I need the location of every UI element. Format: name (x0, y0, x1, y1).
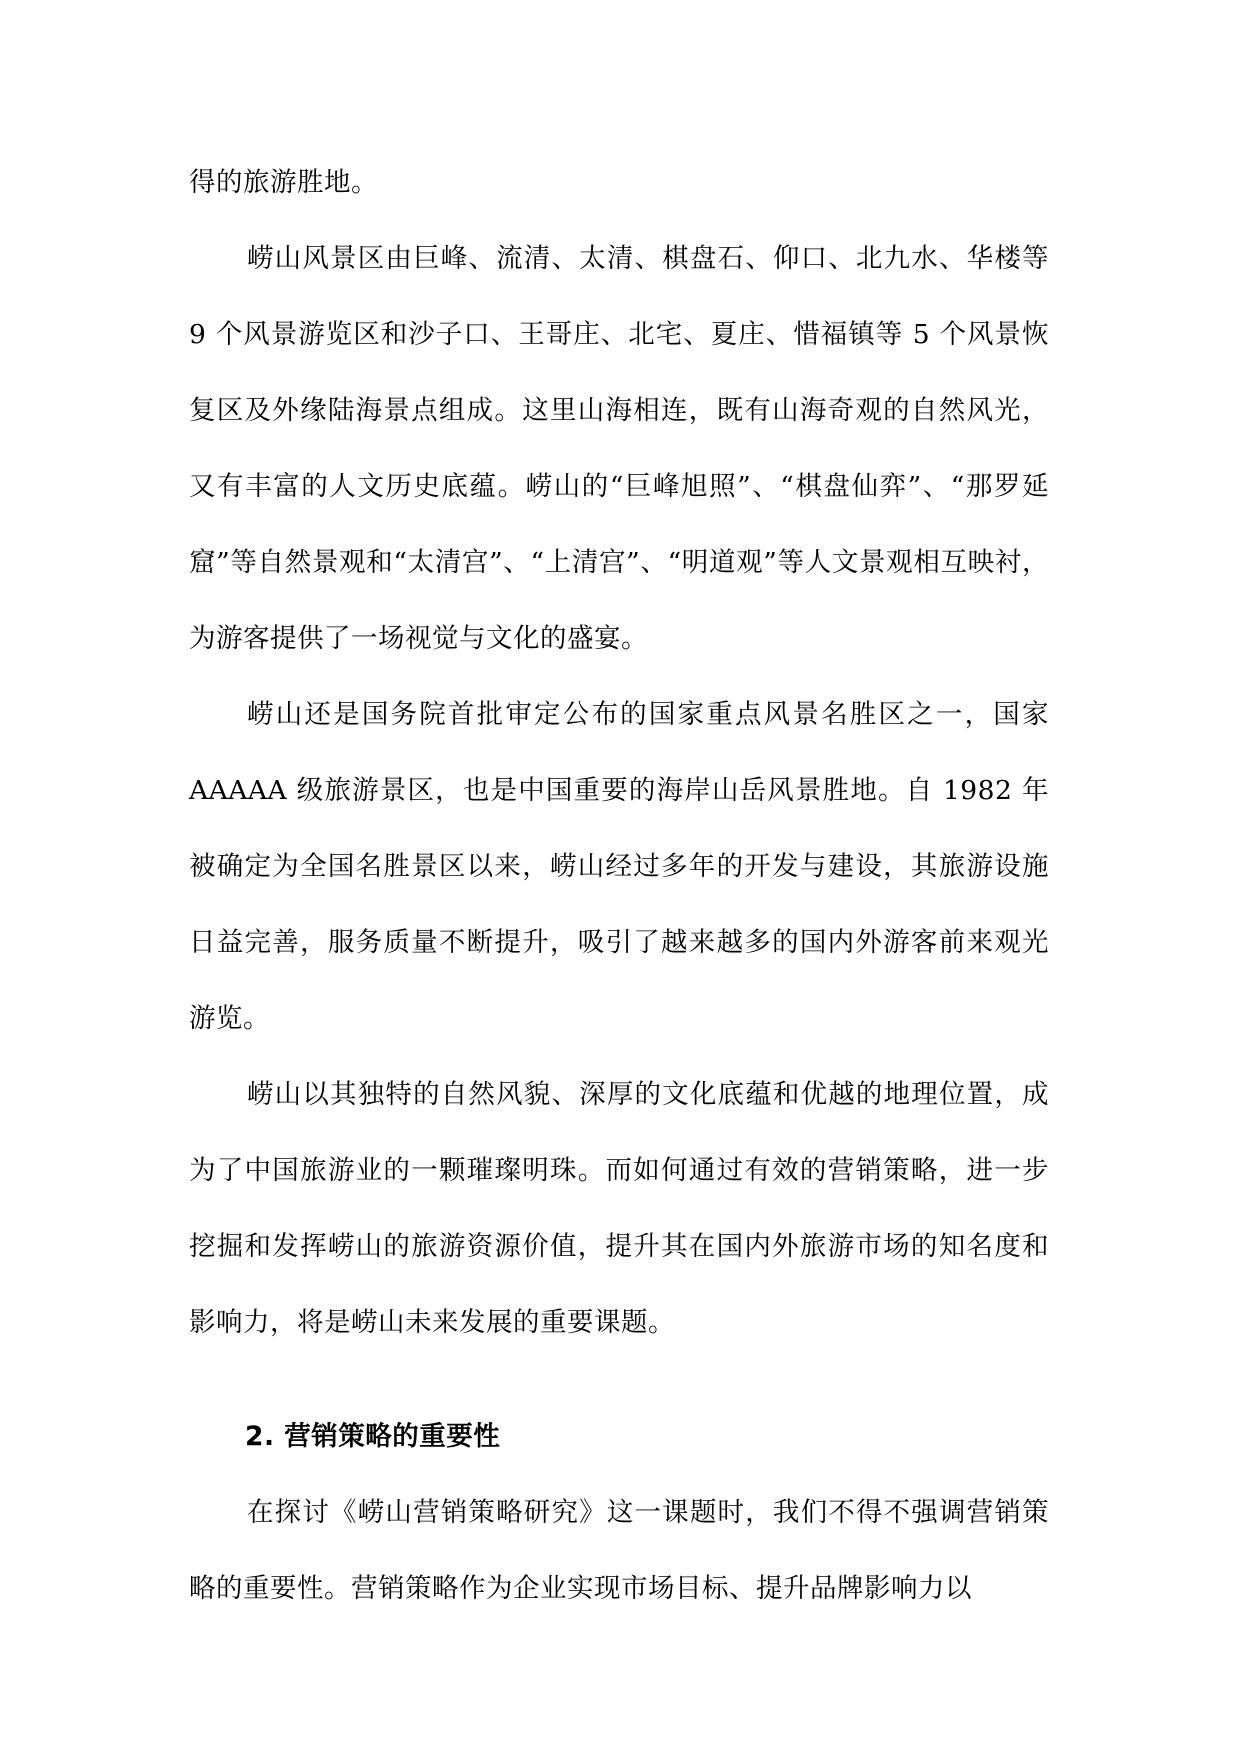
paragraph-marketing-importance: 在探讨《崂山营销策略研究》这一课题时，我们不得不强调营销策略的重要性。营销策略作为企业实现市场目标、提升品牌影响力以 (189, 1497, 1049, 1604)
paragraph-continuation: 得的旅游胜地。 (189, 167, 378, 198)
section-heading: 2. 营销策略的重要性 (245, 1421, 501, 1452)
paragraph-scenic-areas: 崂山风景区由巨峰、流清、太清、棋盘石、仰口、北九水、华楼等 9 个风景游览区和沙子口、王哥庄、北宅、夏庄、惜福镇等 5 个风景恢复区及外缘陆海景点组成。这里山海相连，既有山海奇观的自然风光，又有丰富的人文历史底蕴。崂山的“巨峰旭照”、“棋盘仙弈”、“那罗延窟”等自然景观和“太清宫”、“上清宫”、“明道观”等人文景观相互映衬，为游客提供了一场视觉与文化的盛宴。 (189, 243, 1049, 654)
paragraph-national-status: 崂山还是国务院首批审定公布的国家重点风景名胜区之一，国家 AAAAA 级旅游景区，也是中国重要的海岸山岳风景胜地。自 1982 年被确定为全国名胜景区以来，崂山经过多年的开发与建设，其旅游设施日益完善，服务质量不断提升，吸引了越来越多的国内外游客前来观光游览。 (189, 699, 1049, 1034)
paragraph-marketing-topic: 崂山以其独特的自然风貌、深厚的文化底蕴和优越的地理位置，成为了中国旅游业的一颗璀璨明珠。而如何通过有效的营销策略，进一步挖掘和发挥崂山的旅游资源价值，提升其在国内外旅游市场的知名度和影响力，将是崂山未来发展的重要课题。 (189, 1079, 1049, 1338)
document-page (189, 145, 1049, 1627)
